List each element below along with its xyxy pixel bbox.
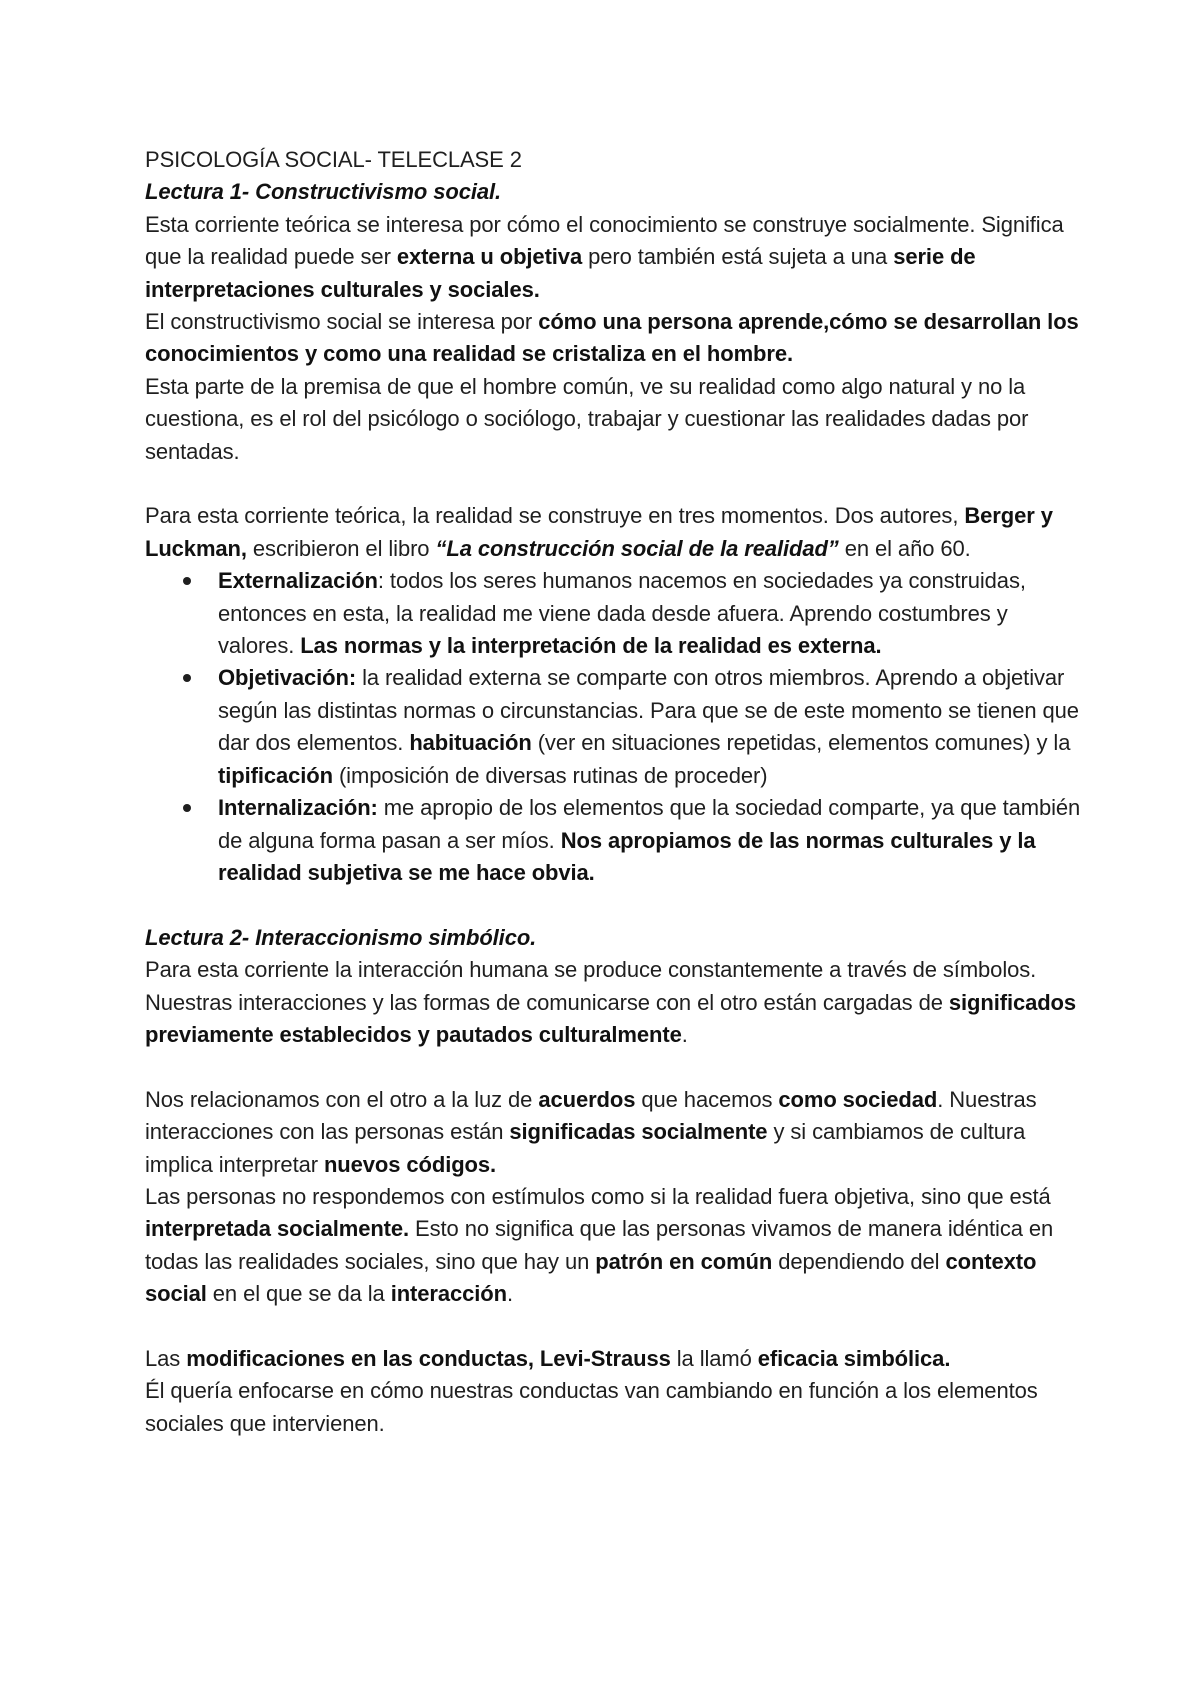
section-heading-lectura-1: Lectura 1- Constructivismo social. — [145, 179, 502, 205]
list-item-objetivacion: Objetivación: la realidad externa se comparte con otros miembros. Aprendo a objetivar según las distintas normas o circunstancias. Para que se de este momento se tienen que dar dos elementos. habituación (ver en situaciones repetidas, elementos comunes) y la tipificación (imposición de diversas rutinas de proceder) — [218, 662, 1085, 792]
document-title: PSICOLOGÍA SOCIAL- TELECLASE 2 — [145, 147, 522, 172]
moments-list — [145, 565, 1085, 889]
paragraph-lectura2-5: Él quería enfocarse en cómo nuestras conductas van cambiando en función a los elementos sociales que intervienen. — [145, 1378, 1038, 1436]
paragraph-lectura1-1: Esta corriente teórica se interesa por cómo el conocimiento se construye socialmente. Significa que la realidad puede ser externa u objetiva pero también está sujeta a una serie de interpretaciones culturales y sociales. — [145, 211, 1064, 302]
paragraph-lectura2-2: Nos relacionamos con el otro a la luz de acuerdos que hacemos como sociedad. Nuestras interacciones con las personas están significadas socialmente y si cambiamos de cultura implica interpretar nuevos códigos. — [145, 1086, 1037, 1177]
paragraph-lectura1-3: Esta parte de la premisa de que el hombre común, ve su realidad como algo natural y no la cuestiona, es el rol del psicólogo o sociólogo, trabajar y cuestionar las realidades dadas por sentadas. — [145, 373, 1029, 464]
list-item-externalizacion: Externalización: todos los seres humanos nacemos en sociedades ya construidas, entonces en esta, la realidad me viene dada desde afuera. Aprendo costumbres y valores. Las normas y la interpretación de la realidad es externa. — [218, 565, 1085, 662]
paragraph-spacer — [145, 889, 1085, 921]
paragraph-lectura2-4: Las modificaciones en las conductas, Levi-Strauss la llamó eficacia simbólica. — [145, 1345, 951, 1371]
bullet-icon — [183, 674, 191, 682]
paragraph-lectura2-1: Para esta corriente la interacción humana se produce constantemente a través de símbolos. Nuestras interacciones y las formas de comunicarse con el otro están cargadas de significados previamente establecidos y pautados culturalmente. — [145, 957, 1077, 1047]
paragraph-spacer — [145, 1311, 1085, 1343]
paragraph-spacer — [145, 468, 1085, 500]
bullet-icon — [183, 804, 191, 812]
paragraph-spacer — [145, 1051, 1085, 1083]
section-heading-lectura-2: Lectura 2- Interaccionismo simbólico. — [145, 924, 537, 950]
list-item-internalizacion: Internalización: me apropio de los elementos que la sociedad comparte, ya que también de alguna forma pasan a ser míos. Nos apropiamos de las normas culturales y la realidad subjetiva se me hace obvia. — [218, 792, 1085, 889]
paragraph-lectura2-3: Las personas no respondemos con estímulos como si la realidad fuera objetiva, sino que está interpretada socialmente. Esto no significa que las personas vivamos de manera idéntica en todas las realidades sociales, sino que hay un patrón en común dependiendo del contexto social en el que se da la interacción. — [145, 1183, 1054, 1307]
document-page — [145, 144, 1085, 1440]
bullet-icon — [183, 577, 191, 585]
paragraph-lectura1-4: Para esta corriente teórica, la realidad se construye en tres momentos. Dos autores, Berger y Luckman, escribieron el libro “La construcción social de la realidad” en el año 60. — [145, 503, 1053, 561]
paragraph-lectura1-2: El constructivismo social se interesa por cómo una persona aprende,cómo se desarrollan los conocimientos y como una realidad se cristaliza en el hombre. — [145, 309, 1079, 367]
